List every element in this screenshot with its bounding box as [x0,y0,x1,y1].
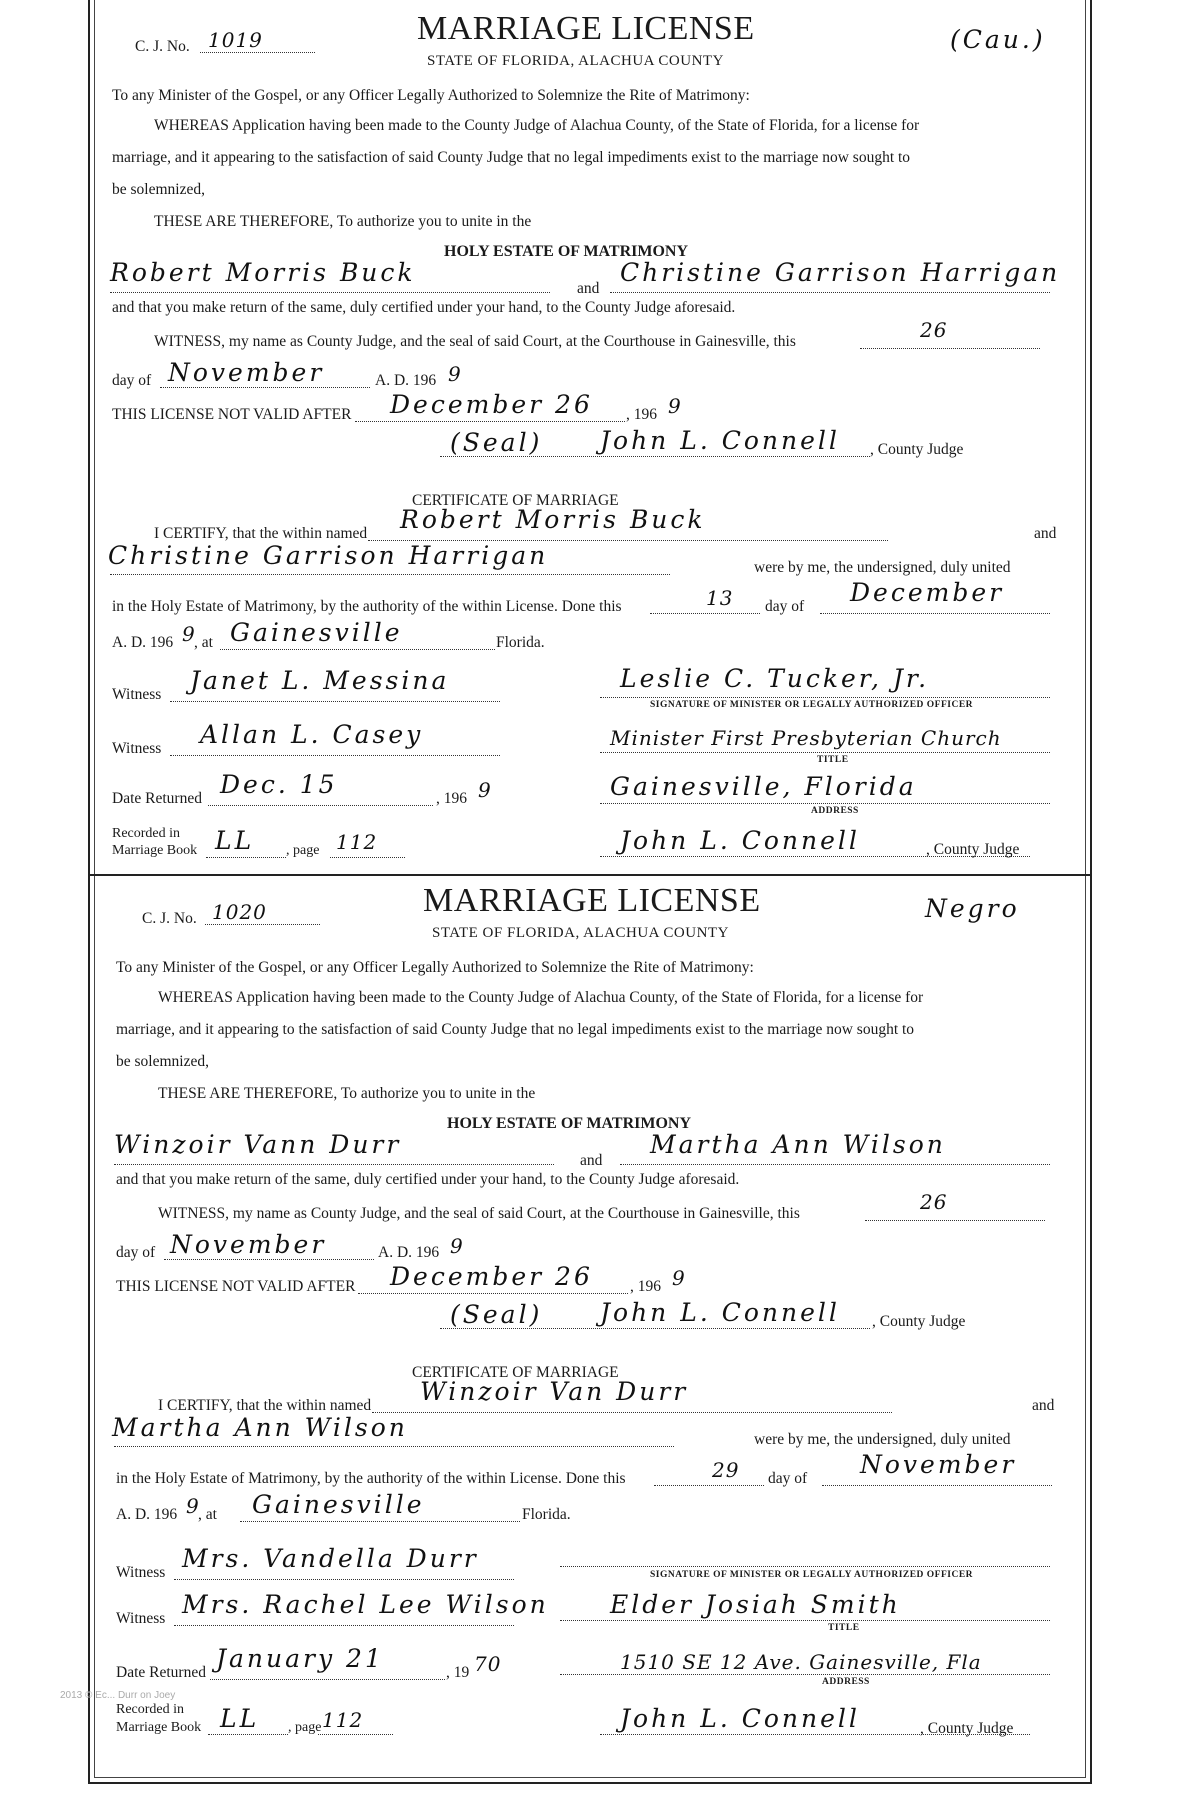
witness-line: WITNESS, my name as County Judge, and the seal of said Court, at the Courthouse in Gainesville, this [154,333,796,350]
witness-2-signature: Mrs. Rachel Lee Wilson [182,1590,549,1619]
witness-2-label: Witness [116,1610,166,1627]
minister-address: Gainesville, Florida [610,772,917,801]
county-judge-label: , County Judge [872,1313,966,1330]
florida-label: Florida. [496,634,545,651]
returned-year-digit: 9 [478,778,492,802]
certify-label: I CERTIFY, that the within named [154,525,368,542]
certificate-title: CERTIFICATE OF MARRIAGE [412,492,619,509]
returned-year-label: , 19 [446,1664,470,1681]
united-label: were by me, the undersigned, duly united [754,1431,1011,1448]
bride-name: Martha Ann Wilson [650,1130,946,1159]
not-valid-label: THIS LICENSE NOT VALID AFTER [116,1278,356,1295]
license-month: November [170,1230,327,1259]
address-caption: ADDRESS [811,806,859,816]
recorded-label-1: Recorded in [112,826,181,841]
cj-label: C. J. No. [142,910,197,927]
minister-signature: Leslie C. Tucker, Jr. [620,664,930,693]
and-label: and [580,1152,603,1169]
race-annotation: Negro [925,894,1020,923]
date-returned: Dec. 15 [220,770,338,799]
not-valid-date: December 26 [390,1262,593,1291]
not-valid-date: December 26 [390,390,593,419]
at-word: , at [198,1506,217,1523]
ad-year-digit: 9 [448,362,462,386]
done-month: November [860,1450,1017,1479]
license-month: November [168,358,325,387]
judge-signature: John L. Connell [600,1298,840,1327]
ad-year-label: A. D. 196 [375,372,437,389]
license-title: MARRIAGE LICENSE [423,882,761,919]
recorded-label-2: Marriage Book [112,843,198,858]
returned-year-label: , 196 [436,790,467,807]
not-valid-year-label: , 196 [626,406,657,423]
day-of-label: day of [116,1244,156,1261]
not-valid-year-digit: 9 [672,1266,686,1290]
to-line: To any Minister of the Gospel, or any Officer Legally Authorized to Solemnize the Rite of Matrimony: [112,87,750,104]
title-caption: TITLE [828,1623,860,1633]
whereas-line-2: marriage, and it appearing to the satisfaction of said County Judge that no legal impediments exist to the marriage now sought to [116,1021,915,1038]
groom-name: Winzoir Vann Durr [114,1130,402,1159]
returned-year-digit: 70 [474,1652,502,1676]
marriage-book-page: 112 [336,830,378,854]
license-divider [90,874,1090,876]
recorded-label-2: Marriage Book [116,1720,202,1735]
whereas-line-1: WHEREAS Application having been made to the County Judge of Alachua County, of the State of Florida, for a license for [154,117,920,134]
not-valid-year-label: , 196 [630,1278,661,1295]
ad-at-year-digit: 9 [186,1494,200,1518]
return-line: and that you make return of the same, duly certified under your hand, to the County Judge aforesaid. [116,1171,740,1188]
judge-signature: John L. Connell [600,426,840,455]
whereas-line-3: be solemnized, [112,181,205,198]
not-valid-year-digit: 9 [668,394,682,418]
cert-bride-name: Christine Garrison Harrigan [108,541,549,570]
and-label: and [577,280,600,297]
not-valid-label: THIS LICENSE NOT VALID AFTER [112,406,352,423]
ad-year-digit: 9 [450,1234,464,1258]
recorded-label-1: Recorded in [116,1702,185,1717]
marriage-book: LL [215,826,255,855]
done-day: 29 [712,1458,740,1482]
done-day-of-label: day of [765,598,805,615]
seal-mark: (Seal) [450,428,543,457]
witness-day: 26 [920,318,948,342]
holy-estate-line: in the Holy Estate of Matrimony, by the authority of the within License. Done this [112,598,622,615]
marriage-book: LL [220,1704,260,1733]
bride-name: Christine Garrison Harrigan [620,258,1061,287]
done-day: 13 [706,586,734,610]
ad-at-year-digit: 9 [182,622,196,646]
cert-and-label: and [1034,525,1057,542]
recorder-signature: John L. Connell [620,1704,860,1733]
minister-title: Minister First Presbyterian Church [610,726,1002,750]
document-page [88,0,1092,1784]
date-returned: January 21 [216,1644,384,1673]
ad-year-label: A. D. 196 [378,1244,440,1261]
witness-1-signature: Mrs. Vandella Durr [182,1544,479,1573]
witness-day: 26 [920,1190,948,1214]
license-title: MARRIAGE LICENSE [417,10,755,47]
date-returned-label: Date Returned [116,1664,206,1681]
license-subtitle: STATE OF FLORIDA, ALACHUA COUNTY [427,53,724,69]
cert-and-label: and [1032,1397,1055,1414]
whereas-line-2: marriage, and it appearing to the satisfaction of said County Judge that no legal impediments exist to the marriage now sought to [112,149,911,166]
minister-address: 1510 SE 12 Ave. Gainesville, Fla [620,1650,982,1674]
recorder-signature: John L. Connell [620,826,860,855]
address-caption: ADDRESS [822,1677,870,1687]
witness-line: WITNESS, my name as County Judge, and the seal of said Court, at the Courthouse in Gainesville, this [158,1205,800,1222]
cj-label: C. J. No. [135,38,190,55]
florida-label: Florida. [522,1506,571,1523]
title-caption: TITLE [817,755,849,765]
to-line: To any Minister of the Gospel, or any Officer Legally Authorized to Solemnize the Rite of Matrimony: [116,959,754,976]
done-day-of-label: day of [768,1470,808,1487]
return-line: and that you make return of the same, duly certified under your hand, to the County Judge aforesaid. [112,299,736,316]
witness-1-label: Witness [112,686,162,703]
united-label: were by me, the undersigned, duly united [754,559,1011,576]
holy-estate-heading: HOLY ESTATE OF MATRIMONY [444,243,689,260]
witness-2-signature: Allan L. Casey [200,720,424,749]
signature-caption: SIGNATURE OF MINISTER OR LEGALLY AUTHORIZED OFFICER [650,700,974,710]
copyright-watermark: 2013 © Ec... Durr on Joey [60,1690,176,1701]
therefore-line: THESE ARE THEREFORE, To authorize you to unite in the [154,213,532,230]
at-word: , at [194,634,213,651]
date-returned-label: Date Returned [112,790,202,807]
ad-at-label: A. D. 196 [112,634,174,651]
page-label: , page [286,843,320,858]
recorder-county-judge: , County Judge [920,1720,1014,1737]
therefore-line: THESE ARE THEREFORE, To authorize you to unite in the [158,1085,536,1102]
license-subtitle: STATE OF FLORIDA, ALACHUA COUNTY [432,925,729,941]
recorder-county-judge: , County Judge [926,841,1020,858]
holy-estate-heading: HOLY ESTATE OF MATRIMONY [447,1115,692,1132]
cj-number: 1019 [208,28,263,52]
cj-number: 1020 [212,900,267,924]
county-judge-label: , County Judge [870,441,964,458]
race-annotation: (Cau.) [950,25,1046,54]
cert-groom-name: Winzoir Van Durr [420,1377,689,1406]
witness-2-label: Witness [112,740,162,757]
ad-at-label: A. D. 196 [116,1506,178,1523]
holy-estate-line: in the Holy Estate of Matrimony, by the authority of the within License. Done this [116,1470,626,1487]
witness-1-label: Witness [116,1564,166,1581]
marriage-book-page: 112 [322,1708,364,1732]
page-label: , page [288,1720,322,1735]
certificate-title: CERTIFICATE OF MARRIAGE [412,1364,619,1381]
cert-groom-name: Robert Morris Buck [400,505,706,534]
cert-bride-name: Martha Ann Wilson [112,1413,408,1442]
groom-name: Robert Morris Buck [110,258,416,287]
seal-mark: (Seal) [450,1300,543,1329]
whereas-line-1: WHEREAS Application having been made to the County Judge of Alachua County, of the State of Florida, for a license for [158,989,924,1006]
signature-caption: SIGNATURE OF MINISTER OR LEGALLY AUTHORIZED OFFICER [650,1570,974,1580]
marriage-place: Gainesville [252,1490,425,1519]
certify-label: I CERTIFY, that the within named [158,1397,372,1414]
marriage-place: Gainesville [230,618,403,647]
minister-title: Elder Josiah Smith [610,1590,901,1619]
witness-1-signature: Janet L. Messina [190,666,450,695]
done-month: December [850,578,1005,607]
whereas-line-3: be solemnized, [116,1053,209,1070]
day-of-label: day of [112,372,152,389]
